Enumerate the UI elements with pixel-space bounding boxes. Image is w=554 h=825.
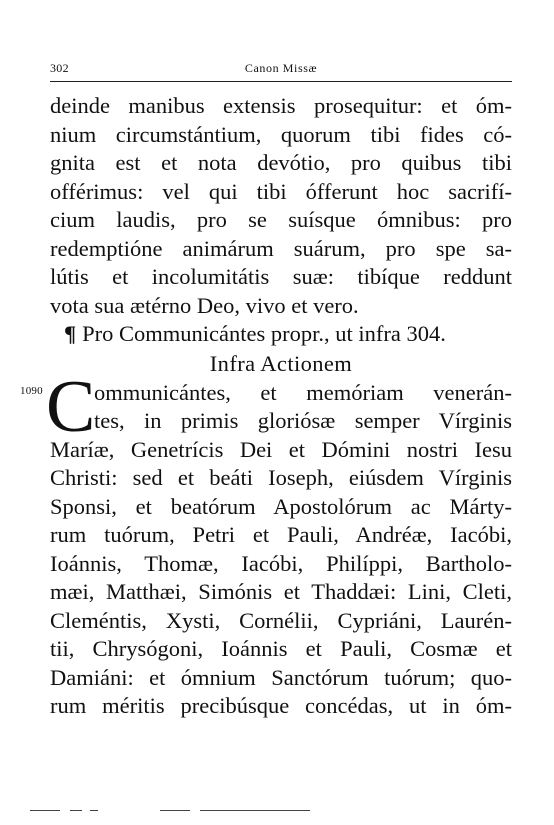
text-line: Damiáni: et ómnium Sanctórum tuórum; quo-	[50, 664, 512, 690]
footer-scan-marks	[30, 808, 310, 814]
text-line: Christi: sed et beáti Ioseph, eiúsdem Vírginis	[50, 465, 512, 490]
text-line: Ioánnis, Thomæ, Iacóbi, Philíppi, Bartholo-	[50, 550, 512, 576]
text-line: offérimus: vel qui tibi ófferunt hoc sacrifí-	[50, 178, 512, 204]
drop-cap-initial: C	[46, 365, 96, 448]
paragraph-offering	[50, 92, 512, 320]
text-line: vota sua ætérno Deo, vivo et vero.	[50, 292, 359, 318]
text-line: nium circumstántium, quorum tibi fides có-	[50, 121, 512, 147]
pilcrow-mark: ¶	[64, 321, 77, 346]
page-number: 302	[50, 61, 69, 75]
text-line: tes, in primis gloriósæ semper Vírginis	[94, 408, 512, 433]
text-line: Sponsi, et beatórum Apostolórum ac Márty-	[50, 493, 512, 519]
running-title: Canon Missæ	[244, 61, 318, 75]
rubric-text: Pro Communicántes propr., ut infra 304.	[82, 321, 446, 346]
text-line: mæi, Matthæi, Simónis et Thaddæi: Lini, Cleti,	[50, 579, 512, 604]
paragraph-communicantes	[46, 365, 512, 721]
section-heading: Infra Actionem	[209, 350, 353, 376]
text-line: deinde manibus extensis prosequitur: et óm-	[50, 93, 512, 118]
scan-mark	[30, 810, 60, 811]
text-line: tii, Chrysógoni, Ioánnis et Pauli, Cosmæ et	[50, 636, 512, 661]
text-line: Cleméntis, Xysti, Cornélii, Cypriáni, Laurén-	[50, 607, 512, 633]
text-line: rum méritis precibúsque concédas, ut in óm-	[50, 693, 512, 718]
text-line: rum tuórum, Petri et Pauli, Andréæ, Iacóbi,	[50, 522, 512, 547]
text-line: lútis et incolumitátis suæ: tibíque reddunt	[50, 264, 512, 289]
scan-mark	[200, 810, 310, 811]
header-rule	[50, 81, 512, 82]
page-header	[50, 58, 512, 78]
scan-mark	[160, 810, 190, 811]
rubric-line	[50, 320, 512, 349]
text-line: Maríæ, Genetrícis Dei et Dómini nostri Iesu	[50, 436, 512, 462]
margin-reference-number: 1090	[20, 385, 43, 397]
text-line: ommunicántes, et memóriam venerán-	[94, 379, 512, 405]
scan-mark	[70, 810, 82, 811]
text-line: redemptióne animárum suárum, pro spe sa-	[50, 235, 512, 261]
text-line: gnita est et nota devótio, pro quibus tibi	[50, 150, 512, 175]
scan-mark	[90, 810, 98, 811]
body-text	[46, 92, 512, 721]
text-line: cium laudis, pro se suísque ómnibus: pro	[50, 207, 512, 232]
